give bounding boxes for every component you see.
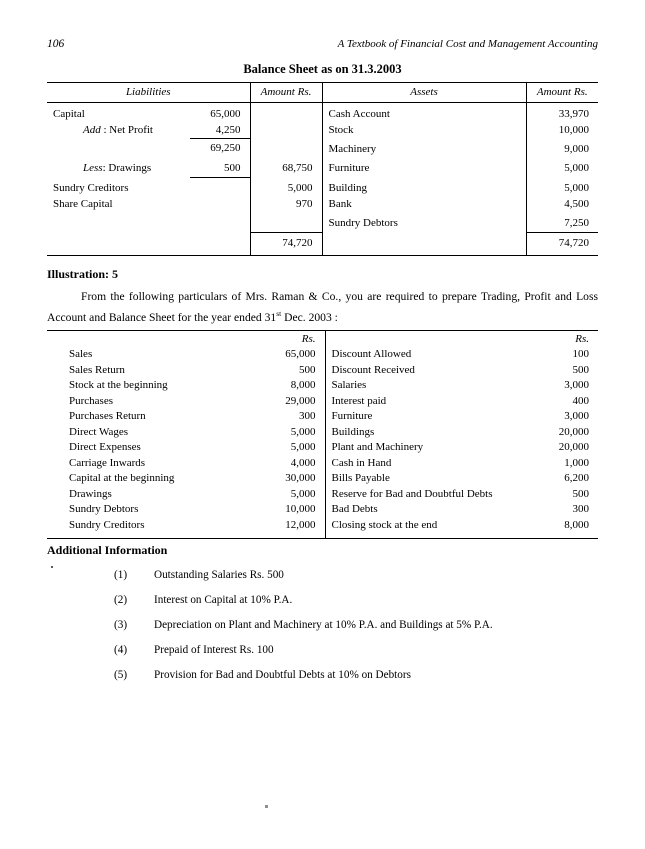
particular-amount-left: 4,000	[290, 456, 316, 469]
particular-amount-right: 3,000	[564, 379, 589, 391]
particular-label-left: Sales	[69, 348, 93, 360]
liability-subtotal: 69,250	[210, 142, 241, 154]
col-header-liabilities: Liabilities	[125, 86, 171, 98]
particular-label-left: Purchases	[69, 394, 113, 407]
table-row	[47, 394, 598, 410]
list-item	[47, 563, 598, 588]
table-row	[47, 502, 598, 518]
liabilities-total: 74,720	[250, 232, 322, 251]
list-item	[47, 613, 598, 638]
running-head	[47, 38, 598, 54]
list-item	[47, 588, 598, 613]
particular-amount-left: 30,000	[285, 472, 316, 484]
particular-amount-right: 400	[572, 394, 589, 407]
spacer-cell	[521, 533, 598, 538]
liability-label: Share Capital	[53, 197, 113, 210]
particular-amount-left: 5,000	[290, 425, 316, 438]
asset-amount: 4,500	[526, 197, 598, 213]
particular-label-right: Salaries	[325, 378, 521, 394]
spacer-cell	[526, 251, 598, 255]
asset-amount: 10,000	[526, 123, 598, 139]
liability-amount: 5,000	[250, 177, 322, 197]
table-row	[47, 487, 598, 503]
currency-header-row	[47, 331, 598, 348]
illustration-heading: Illustration: 5	[47, 267, 119, 281]
illustration-paragraph	[47, 288, 598, 326]
add-keyword: Add	[83, 123, 101, 136]
particular-amount-right: 6,200	[564, 472, 589, 484]
particular-label-left: Sundry Debtors	[69, 503, 139, 515]
table-row	[47, 440, 598, 456]
liability-label-text: : Net Profit	[103, 123, 153, 136]
particular-label-right: Cash in Hand	[325, 456, 521, 472]
particular-label-left: Stock at the beginning	[69, 379, 168, 391]
particular-amount-left: 500	[299, 363, 316, 376]
asset-amount: 33,970	[526, 103, 598, 123]
list-item-number: (1)	[114, 569, 128, 581]
list-item	[47, 663, 598, 688]
table-row	[47, 347, 598, 363]
table-row	[47, 409, 598, 425]
particular-amount-left: 300	[299, 410, 316, 422]
particular-label-right: Bad Debts	[325, 502, 521, 518]
list-item	[47, 638, 598, 663]
liability-amount	[250, 123, 322, 139]
particular-label-left: Drawings	[69, 487, 112, 500]
book-title: A Textbook of Financial Cost and Management Accounting	[337, 38, 598, 50]
total-spacer	[190, 232, 250, 251]
liability-label: Capital	[53, 108, 85, 120]
table-row	[47, 456, 598, 472]
total-label-right	[322, 232, 526, 251]
ink-speck-bottom	[265, 805, 268, 808]
particular-label-left: Direct Expenses	[69, 441, 141, 453]
liability-amount: 68,750	[250, 157, 322, 177]
particular-label-right: Furniture	[325, 409, 521, 425]
particular-label-right: Bills Payable	[325, 471, 521, 487]
illustration-text-before: From the following particulars of Mrs. Raman & Co., you are required to prepare Trading, Profit and Loss Account and Balance Sheet for the year ended 31	[47, 290, 598, 324]
assets-total: 74,720	[526, 232, 598, 251]
particular-label-right: Closing stock at the end	[325, 518, 521, 534]
spacer-cell	[47, 331, 237, 348]
particular-label-left: Sundry Creditors	[69, 518, 145, 531]
illustration-text-after: Dec. 2003 :	[281, 310, 338, 324]
particular-label-left: Purchases Return	[69, 410, 146, 422]
additional-information-list	[47, 563, 598, 688]
particular-amount-left: 12,000	[285, 518, 316, 531]
additional-information-heading: Additional Information	[47, 543, 168, 557]
total-label-left	[47, 232, 190, 251]
particular-amount-right: 300	[572, 503, 589, 515]
asset-label: Stock	[328, 123, 354, 136]
table-row	[47, 425, 598, 441]
asset-label: Sundry Debtors	[328, 217, 398, 229]
col-header-assets: Assets	[410, 86, 438, 98]
particular-label-right: Reserve for Bad and Doubtful Debts	[325, 487, 521, 503]
spacer-cell	[190, 251, 250, 255]
list-item-number: (4)	[114, 644, 128, 656]
list-item-text: Outstanding Salaries Rs. 500	[154, 569, 284, 581]
particular-amount-right: 500	[572, 487, 589, 500]
spacer-cell	[47, 533, 237, 538]
balance-sheet-caption: Balance Sheet as on 31.3.2003	[243, 62, 402, 76]
liability-subamount	[190, 197, 250, 213]
list-item-number: (3)	[114, 619, 128, 631]
spacer-cell	[250, 251, 322, 255]
particulars-table	[47, 330, 598, 539]
page-number: 106	[47, 38, 65, 50]
list-item-text: Interest on Capital at 10% P.A.	[154, 594, 293, 606]
ordinal-superscript: st	[276, 309, 282, 318]
particular-label-right: Buildings	[325, 425, 521, 441]
particular-label-left: Sales Return	[69, 363, 125, 376]
balance-sheet-table	[47, 82, 598, 256]
liability-subamount	[190, 177, 250, 197]
col-header-amount-right: Amount Rs.	[526, 83, 598, 103]
asset-amount: 9,000	[526, 139, 598, 158]
liability-label	[47, 157, 190, 177]
particular-label-right: Interest paid	[325, 394, 521, 410]
table-row	[47, 139, 598, 158]
less-keyword: Less	[83, 162, 103, 174]
particular-amount-right: 500	[572, 363, 589, 376]
table-total-row	[47, 232, 598, 251]
spacer-cell	[325, 533, 521, 538]
liability-amount	[250, 139, 322, 158]
asset-label: Building	[328, 182, 368, 194]
liability-amount: 970	[250, 197, 322, 213]
liability-label-empty	[47, 212, 190, 232]
currency-header-left: Rs.	[301, 333, 316, 345]
particular-amount-right: 100	[572, 348, 589, 360]
asset-amount: 5,000	[526, 177, 598, 197]
table-row	[47, 518, 598, 534]
particular-label-left: Carriage Inwards	[69, 456, 146, 469]
table-row	[47, 471, 598, 487]
particular-amount-left: 10,000	[285, 503, 316, 515]
spacer-cell	[47, 251, 190, 255]
list-item-text: Prepaid of Interest Rs. 100	[154, 644, 274, 656]
particular-amount-left: 8,000	[290, 379, 316, 391]
liability-label: Sundry Creditors	[53, 182, 129, 194]
list-item-text: Provision for Bad and Doubtful Debts at 10% on Debtors	[154, 669, 411, 681]
asset-label: Cash Account	[328, 108, 390, 120]
asset-amount: 7,250	[526, 212, 598, 232]
liability-subamount: 500	[190, 157, 250, 177]
particular-amount-left: 5,000	[290, 441, 316, 453]
table-header-row	[47, 83, 598, 103]
liability-subamount-empty	[190, 212, 250, 232]
table-row	[47, 123, 598, 139]
col-header-amount-left: Amount Rs.	[250, 83, 322, 103]
table-row	[47, 103, 598, 123]
list-item-number: (2)	[114, 594, 128, 606]
table-row	[47, 177, 598, 197]
liability-label-text: : Drawings	[102, 162, 152, 174]
spacer-cell	[325, 331, 521, 348]
particular-amount-left: 65,000	[285, 348, 316, 360]
table-row	[47, 197, 598, 213]
liability-subamount: 4,250	[190, 123, 250, 139]
particular-amount-left: 29,000	[285, 394, 316, 407]
particular-label-right: Discount Allowed	[325, 347, 521, 363]
list-item-number: (5)	[114, 669, 128, 681]
liability-label	[47, 139, 190, 158]
liability-label	[47, 123, 190, 139]
particular-label-left: Capital at the beginning	[69, 472, 175, 484]
asset-amount: 5,000	[526, 157, 598, 177]
currency-header-right: Rs.	[575, 333, 589, 345]
liability-amount	[250, 103, 322, 123]
spacer-cell	[237, 533, 325, 538]
list-item-text: Depreciation on Plant and Machinery at 10% P.A. and Buildings at 5% P.A.	[154, 619, 493, 631]
table-row	[47, 363, 598, 379]
particular-amount-right: 8,000	[564, 518, 589, 531]
table-bottom-spacer	[47, 251, 598, 255]
liability-amount-empty	[250, 212, 322, 232]
liability-subamount: 65,000	[210, 108, 241, 120]
particular-amount-left: 5,000	[290, 487, 316, 500]
particular-amount-right: 20,000	[558, 425, 589, 438]
asset-label: Furniture	[328, 162, 370, 174]
asset-label: Machinery	[328, 142, 377, 155]
asset-label: Bank	[328, 197, 352, 210]
particular-amount-right: 20,000	[558, 441, 589, 453]
table-bottom-spacer	[47, 533, 598, 538]
particular-label-right: Plant and Machinery	[325, 440, 521, 456]
table-row	[47, 212, 598, 232]
table-row	[47, 157, 598, 177]
particular-label-left: Direct Wages	[69, 425, 129, 438]
spacer-cell	[322, 251, 526, 255]
particular-amount-right: 1,000	[564, 456, 589, 469]
table-row	[47, 378, 598, 394]
particular-label-right: Discount Received	[325, 363, 521, 379]
particular-amount-right: 3,000	[564, 410, 589, 422]
